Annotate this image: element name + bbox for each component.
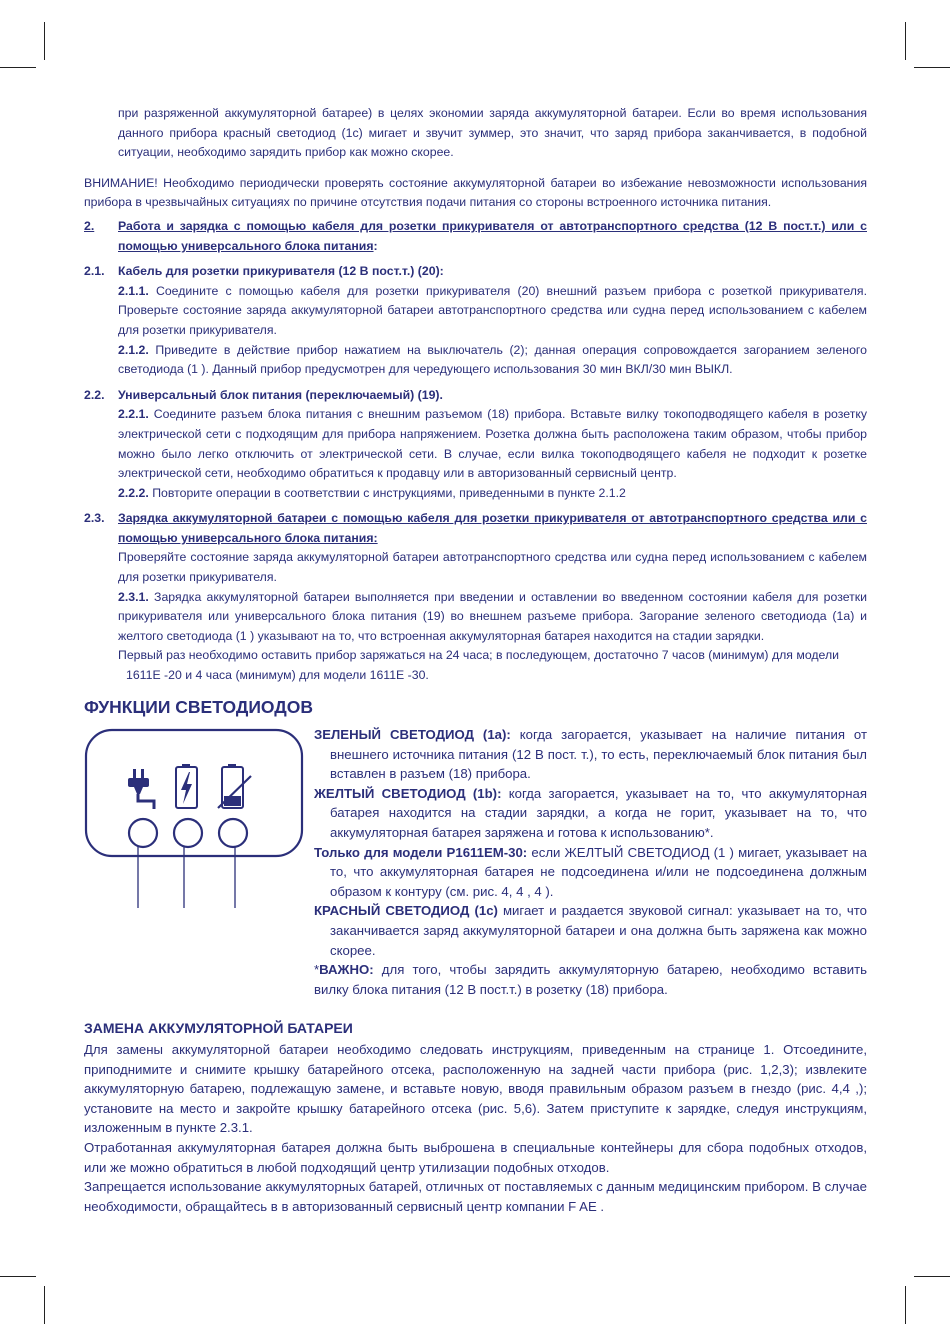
battery-charging-icon [176, 764, 197, 808]
battery-replacement-steps: Для замены аккумуляторной батареи необходимо следовать инструкциям, приведенным на странице 1. Отсоедините, приподнимите и снимите крышку батарейного отсека, расположенную на задней части прибора (рис. 1,2,3); извлеките аккумуляторную батарею, подлежащую замене, и вставьте новую, вводя правильным образом разъем в гнездо (рис. 4,4 ,); установите на место и закройте крышку батарейного отсека (рис. 5,6). Затем приступите к зарядке, следуя инструкциям, изложенным в пункте 2.3.1. [84, 1042, 867, 1136]
paragraph-2-2-2: 2.2.2. Повторите операции в соответствии с инструкциями, приведенными в пункте 2.1.2 [118, 485, 626, 500]
paragraph-2-2-1: 2.2.1. Соедините разъем блока питания с внешним разъемом (18) прибора. Вставьте вилку токоподводящего кабеля в розетку электрической сети с подходящим для прибора напряжением. Розетка должна быть расположена таким образом, чтобы прибор можно было легко отключить от электрической сети. В случае, если вилка токоподводящего кабеля не подходит к розетке электрической сети, необходимо обратиться к продавцу или в авторизованный сервисный центр. [118, 407, 867, 481]
crop-mark [905, 1286, 906, 1324]
led-model-note: Только для модели P1611EM-30: если ЖЕЛТЫЙ СВЕТОДИОД (1 ) мигает, указывает на то, что аккумуляторная батарея не подсоединена и/или не подсоединена должным образом к контуру (см. рис. 4, 4 , 4 ). [314, 844, 867, 899]
led-red-circle [219, 819, 247, 847]
battery-low-icon [218, 764, 251, 808]
battery-disposal: Отработанная аккумуляторная батарея должна быть выброшена в специальные контейнеры для сбора подобных отходов, или же можно обратиться в любой подходящий центр утилизации подобных отходов. [84, 1139, 867, 1175]
device-panel-outline [86, 730, 302, 856]
led-green-description: ЗЕЛЕНЫЙ СВЕТОДИОД (1a): когда загорается, указывает на наличие питания от внешнего источника питания (12 В пост. т.), то есть, переключаемый блок питания был вставлен в разъем (18) прибора. [314, 727, 868, 782]
led-yellow-description: ЖЕЛТЫЙ СВЕТОДИОД (1b): когда загорается, указывает на то, что аккумуляторная батарея находится на стадии зарядки, а когда не горит, указывает на то, что аккумуляторная батарея заряжена и готова к использованию*. [314, 785, 867, 840]
paragraph-2-3-1: 2.3.1. Зарядка аккумуляторной батареи выполняется при введении и оставлении во введенном состоянии кабеля для розетки прикуривателя или универсального блока питания (19) во внешнем разъеме прибора. Загорание зеленого светодиода (1a) и желтого светодиода (1 ) указывают на то, что встроенная аккумуляторная батарея находится на стадии зарядки. [118, 589, 867, 643]
section-number: 2.2. [84, 387, 105, 402]
important-note: *ВАЖНО: для того, чтобы зарядить аккумуляторную батарею, необходимо вставить вилку блока питания (12 В пост.т.) в розетку (18) прибора. [314, 962, 867, 997]
section-title: Зарядка аккумуляторной батареи с помощью кабеля для розетки прикуривателя от автотранспортного средства или с помощью универсального блока питания: [118, 511, 867, 545]
crop-mark [914, 67, 950, 68]
led-red-description: КРАСНЫЙ СВЕТОДИОД (1c) мигает и раздается звуковой сигнал: указывает на то, что заканчивается заряд аккумуляторной батареи и она должна быть заряжена как можно скорее. [314, 903, 867, 958]
instructions-body [84, 104, 867, 686]
led-green-circle [129, 819, 157, 847]
paragraph-2-3-first-charge: Первый раз необходимо оставить прибор заряжаться на 24 часа; в последующем, достаточно 7 часов (минимум) для модели [118, 648, 840, 663]
section-2-3-heading [84, 509, 867, 548]
crop-mark [0, 67, 36, 68]
section-number: 2.1. [84, 264, 105, 279]
led-yellow-circle [174, 819, 202, 847]
crop-mark [44, 22, 45, 60]
paragraph-2-1-2: 2.1.2. Приведите в действие прибор нажатием на выключатель (2); данная операция сопровождается загоранием зеленого светодиода (1 ). Данный прибор предусмотрен для чередующего использования 30 мин ВКЛ/30 мин ВЫКЛ. [118, 342, 867, 377]
led-functions-heading: ФУНКЦИИ СВЕТОДИОДОВ [84, 697, 314, 717]
section-number: 2.3. [84, 511, 105, 526]
intro-paragraph: при разряженной аккумуляторной батарее) в целях экономии заряда аккумуляторной батареи. Если во время использования данного прибора красный светодиод (1c) мигает и звучит зуммер, это значит, что заряд прибора заканчивается, в подобной ситуации, необходимо зарядить прибор как можно скорее. [118, 106, 867, 160]
led-panel-diagram [82, 726, 308, 914]
paragraph-2-1-1: 2.1.1. Соедините с помощью кабеля для розетки прикуривателя (20) внешний разъем прибора с розеткой прикуривателя. Проверьте состояние заряда аккумуляторной батареи автотранспортного средства или судна перед использованием с кабелем для розетки прикуривателя. [118, 283, 867, 337]
plug-icon [128, 769, 154, 809]
section-number: 2. [84, 218, 95, 233]
section-title: Кабель для розетки прикуривателя (12 В пост.т.) (20): [118, 264, 444, 279]
crop-mark [914, 1276, 950, 1277]
section-2-2-heading [84, 386, 867, 406]
section-title: Универсальный блок питания (переключаемый) (19). [118, 387, 443, 402]
section-2-1-heading [84, 262, 867, 282]
battery-replacement-heading: ЗАМЕНА АККУМУЛЯТОРНОЙ БАТАРЕИ [84, 1020, 353, 1036]
crop-mark [0, 1276, 36, 1277]
paragraph-2-3-models: 1611E -20 и 4 часа (минимум) для модели 1611E -30. [126, 668, 429, 683]
battery-restriction: Запрещается использование аккумуляторных батарей, отличных от поставляемых с данным медицинским прибором. В случае необходимости, обращайтесь в в авторизованный сервисный центр компании F AE . [84, 1179, 867, 1214]
section-title: Работа и зарядка с помощью кабеля для розетки прикуривателя от автотранспортного средства (12 В пост.т.) или с помощью универсального блока питания [118, 218, 867, 253]
paragraph-2-3-intro: Проверяйте состояние заряда аккумуляторной батареи автотранспортного средства или судна перед использованием с кабелем для розетки прикуривателя. [118, 550, 867, 585]
warning-paragraph: ВНИМАНИЕ! Необходимо периодически проверять состояние аккумуляторной батареи во избежание невозможности использования прибора в чрезвычайных ситуациях по причине отсутствия подачи питания со стороны встроенного источника питания. [84, 175, 867, 210]
crop-mark [44, 1286, 45, 1324]
crop-mark [905, 22, 906, 60]
led-descriptions [314, 725, 867, 999]
battery-replacement-body [84, 1040, 867, 1216]
section-2-heading: 2. Работа и зарядка с помощью кабеля для розетки прикуривателя от автотранспортного средства (12 В пост.т.) или с помощью универсального блока питания: [84, 217, 867, 256]
